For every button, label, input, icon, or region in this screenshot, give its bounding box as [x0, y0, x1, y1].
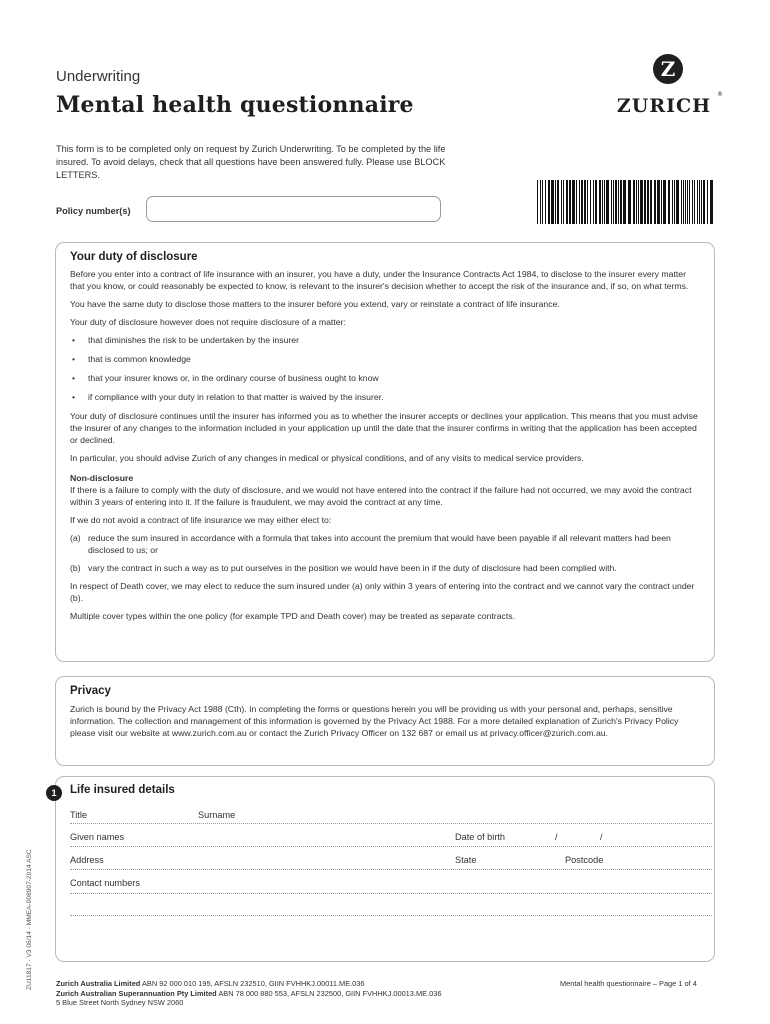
page-number: Mental health questionnaire – Page 1 of 4: [560, 979, 697, 988]
date-separator: /: [555, 832, 558, 842]
date-separator: /: [600, 832, 603, 842]
intro-text: This form is to be completed only on request by Zurich Underwriting. To be completed by the life insured. To avoid delays, check that all questions have been answered fully. Please use BLOCK LETTERS.: [56, 144, 446, 180]
title-surname-field[interactable]: [70, 823, 712, 824]
election-options: [70, 532, 701, 574]
contact-numbers-label: Contact numbers: [70, 878, 140, 888]
list-item: • that is common knowledge: [70, 353, 701, 365]
address-field[interactable]: [70, 869, 712, 870]
policy-number-label: Policy number(s): [56, 206, 131, 216]
list-item: (b) vary the contract in such a way as to put ourselves in the position we would have been in if the duty of disclosure had been complied with.: [70, 563, 617, 573]
paragraph: Zurich is bound by the Privacy Act 1988 (Cth). In completing the forms or questions herein you will be providing us with your personal and, perhaps, sensitive information. The collection and management of this information is governed by the Privacy Act 1988. For a more detailed explanation of Zurich's Privacy Policy please visit our website at www.zurich.com.au or contact the Zurich Privacy Officer on 132 687 or email us at privacy.officer@zurich.com.au.: [70, 704, 679, 738]
svg-text:ZURICH: ZURICH: [616, 95, 712, 117]
section-heading: Privacy: [70, 685, 111, 697]
list-item: • that diminishes the risk to be undertaken by the insurer: [70, 334, 701, 346]
svg-text:®: ®: [717, 91, 723, 98]
paragraph: In respect of Death cover, we may elect to reduce the sum insured under (a) only within 3 years of entering into the contract and we cannot vary the contract under (b).: [70, 581, 695, 603]
address-label: Address: [70, 855, 104, 865]
policy-number-input[interactable]: [146, 196, 441, 222]
given-names-field[interactable]: [70, 846, 712, 847]
state-label: State: [455, 855, 477, 865]
page-title: Mental health questionnaire: [56, 92, 414, 118]
paragraph: Your duty of disclosure continues until the insurer has informed you as to whether the insurer accepts or declines your application. This means that you must advise the insurer of any changes to the information included in your application up until the date that the insurer confirms in writing that the application has been accepted or declined.: [70, 411, 698, 445]
postcode-label: Postcode: [565, 855, 604, 865]
paragraph: Before you enter into a contract of life insurance with an insurer, you have a duty, under the Insurance Contracts Act 1984, to disclose to the insurer every matter that you know, or could reasonably be expected to know, is relevant to the insurer's decision whether to accept the risk of the insurance and, if so, on what terms.: [70, 269, 689, 291]
given-names-label: Given names: [70, 832, 125, 842]
footer-company-info: Zurich Australia Limited ABN 92 000 010 195, AFSLN 232510, GIIN FVHHKJ.00011.ME.036 Zurich Australian Superannuation Pty Limited ABN 78 000 880 553, AFSLN 232500, GIIN FVHHKJ.00013.ME.036 5 Blue Street North Sydney NSW 2060: [56, 979, 442, 1008]
title-label: Title: [70, 810, 88, 820]
paragraph: Multiple cover types within the one policy (for example TPD and Death cover) may be treated as separate contracts.: [70, 611, 516, 621]
non-disclosure-heading: Non-disclosure: [70, 473, 134, 483]
disclosure-exceptions-list: [70, 334, 701, 403]
paragraph: If there is a failure to comply with the duty of disclosure, and we would not have entered into the contract if the failure had not occurred, we may avoid the contract within 3 years of entering into it. If the failure is fraudulent, we may avoid the contract at any time.: [70, 485, 692, 507]
date-of-birth-label: Date of birth: [455, 832, 506, 842]
zurich-logo: [612, 52, 724, 122]
duty-of-disclosure-section: [55, 242, 715, 662]
contact-numbers-field-2[interactable]: [70, 915, 712, 916]
paragraph: If we do not avoid a contract of life insurance we may either elect to:: [70, 515, 332, 525]
contact-numbers-field[interactable]: [70, 893, 712, 894]
barcode: [537, 180, 715, 224]
paragraph: You have the same duty to disclose those matters to the insurer before you extend, vary or reinstate a contract of life insurance.: [70, 299, 560, 309]
list-item: (a) reduce the sum insured in accordance with a formula that takes into account the premium that would have been payable if all relevant matters had been disclosed to us; or: [70, 533, 671, 555]
form-category: Underwriting: [56, 68, 141, 85]
section-number-badge: 1: [46, 785, 62, 801]
privacy-section: [55, 676, 715, 766]
section-heading: Your duty of disclosure: [70, 251, 198, 263]
svg-text:Z: Z: [660, 57, 676, 81]
paragraph: In particular, you should advise Zurich of any changes in medical or physical conditions, and of any visits to medical service providers.: [70, 453, 584, 463]
list-item: • that your insurer knows or, in the ordinary course of business ought to know: [70, 372, 701, 384]
surname-label: Surname: [198, 810, 236, 820]
list-item: • if compliance with your duty in relation to that matter is waived by the insurer.: [70, 391, 701, 403]
paragraph: Your duty of disclosure however does not require disclosure of a matter:: [70, 317, 346, 327]
section-heading: Life insured details: [70, 784, 175, 796]
form-code: ZU11817 - V3 06/14 - MMEA-008907-2014 ASC: [26, 849, 33, 990]
